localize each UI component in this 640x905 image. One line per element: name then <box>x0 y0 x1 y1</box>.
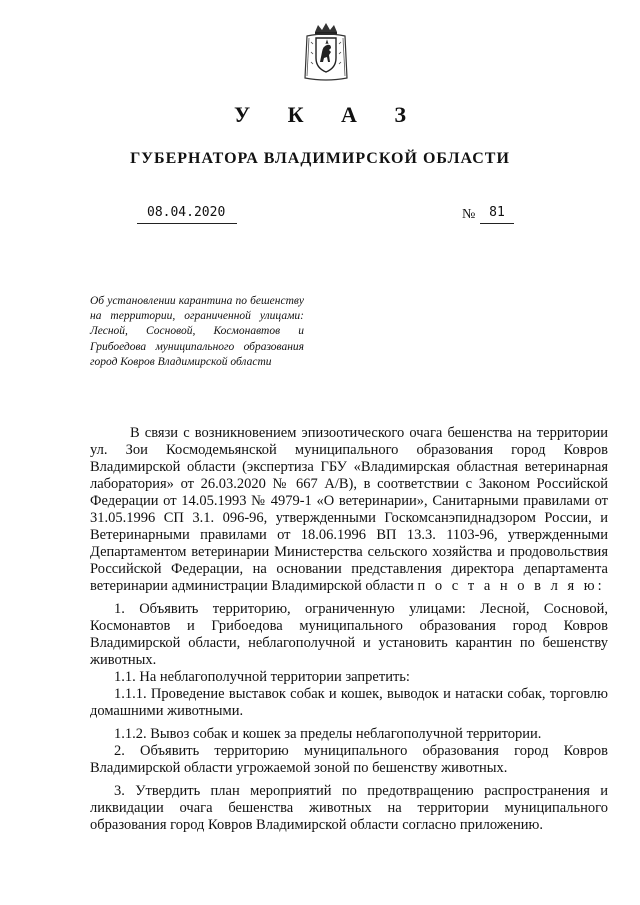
decree-number-label: № <box>462 207 476 222</box>
coat-of-arms-icon <box>303 22 349 82</box>
decree-date: 08.04.2020 <box>137 205 237 224</box>
item-2: 2. Объявить территорию муниципального образования город Ковров Владимирской области угрожаемой зоной по бешенству животных. <box>90 743 608 776</box>
decree-issuer: ГУБЕРНАТОРА ВЛАДИМИРСКОЙ ОБЛАСТИ <box>130 150 510 167</box>
decree-body <box>90 425 608 834</box>
decree-subject: Об установлении карантина по бешенству на территории, ограниченной улицами: Лесной, Сосновой, Космонавтов и Грибоедова муниципального образования город Ковров Владимирской области <box>90 295 304 368</box>
decree-title: У К А З <box>233 102 423 127</box>
decree-number: 81 <box>480 205 514 224</box>
decree-word: п о с т а н о в л я ю: <box>417 578 605 594</box>
item-1-1: 1.1. На неблагополучной территории запретить: <box>114 669 410 685</box>
item-1-1-2: 1.1.2. Вывоз собак и кошек за пределы неблагополучной территории. <box>114 726 542 742</box>
preamble-text: В связи с возникновением эпизоотического очага бешенства на территории ул. Зои Космодемьянской муниципального образования город Ковров Владимирской области (экспертиза ГБУ «Владимирская областная ветеринарная лаборатория» от 26.03.2020 № 667 А/В), в соответствии с Законом Российской Федерации от 14.05.1993 № 4979-1 «О ветеринарии», Санитарными правилами от 31.05.1996 СП 3.1. 096-96, утвержденными Госкомсанэпиднадзором России, и Ветеринарными правилами от 18.06.1996 ВП 13.3. 1103-96, утвержденными Департаментом ветеринарии Министерства сельского хозяйства и продовольствия Российской Федерации, на основании представления директора департамента ветеринарии администрации Владимирской области <box>90 425 608 594</box>
item-1: 1. Объявить территорию, ограниченную улицами: Лесной, Сосновой, Космонавтов и Грибоедова муниципального образования город Ковров Владимирской области, неблагополучной и установить карантин по бешенству животных. <box>90 601 608 668</box>
item-3: 3. Утвердить план мероприятий по предотвращению распространения и ликвидации очага бешенства животных на территории муниципального образования город Ковров Владимирской области согласно приложению. <box>90 783 608 833</box>
item-1-1-1: 1.1.1. Проведение выставок собак и кошек, выводок и натаски собак, торговлю домашними животными. <box>90 686 608 719</box>
preamble-paragraph <box>90 425 608 595</box>
